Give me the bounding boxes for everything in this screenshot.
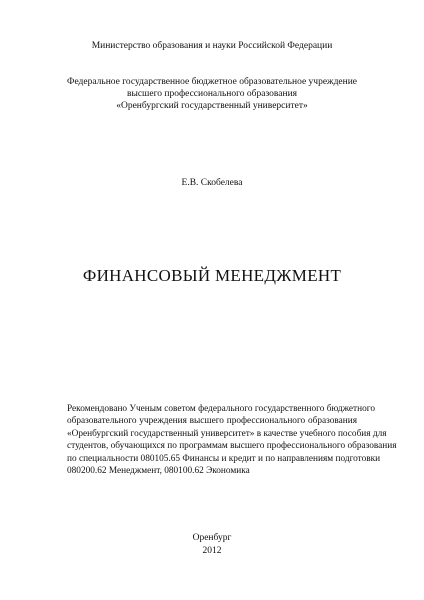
recommendation-line: «Оренбургский государственный университет» в качестве учебного пособия для [67,428,387,439]
recommendation-line: 080200.62 Менеджмент, 080100.62 Экономика [67,466,250,477]
institution-line: «Оренбургский государственный университет» [116,101,308,111]
recommendation-text [67,403,397,477]
publication-year: 2012 [202,546,222,556]
recommendation-line: студентов, обучающихся по программам высшего профессионального образования [67,441,397,452]
document-title: ФИНАНСОВЫЙ МЕНЕДЖМЕНТ [82,266,342,285]
ministry-name: Министерство образования и науки Российской Федерации [91,41,333,51]
recommendation-line: Рекомендовано Ученым советом федерального государственного бюджетного [67,404,375,414]
institution-line: Федеральное государственное бюджетное образовательное учреждение [66,77,358,87]
recommendation-line: образовательного учреждения высшего профессионального образования [67,416,357,427]
author-name: Е.В. Скобелева [181,178,243,188]
recommendation-line: по специальности 080105.65 Финансы и кредит и по направлениям подготовки [67,453,381,464]
institution-name [0,76,424,112]
publication-city: Оренбург [192,533,232,543]
institution-line: высшего профессионального образования [126,89,298,99]
